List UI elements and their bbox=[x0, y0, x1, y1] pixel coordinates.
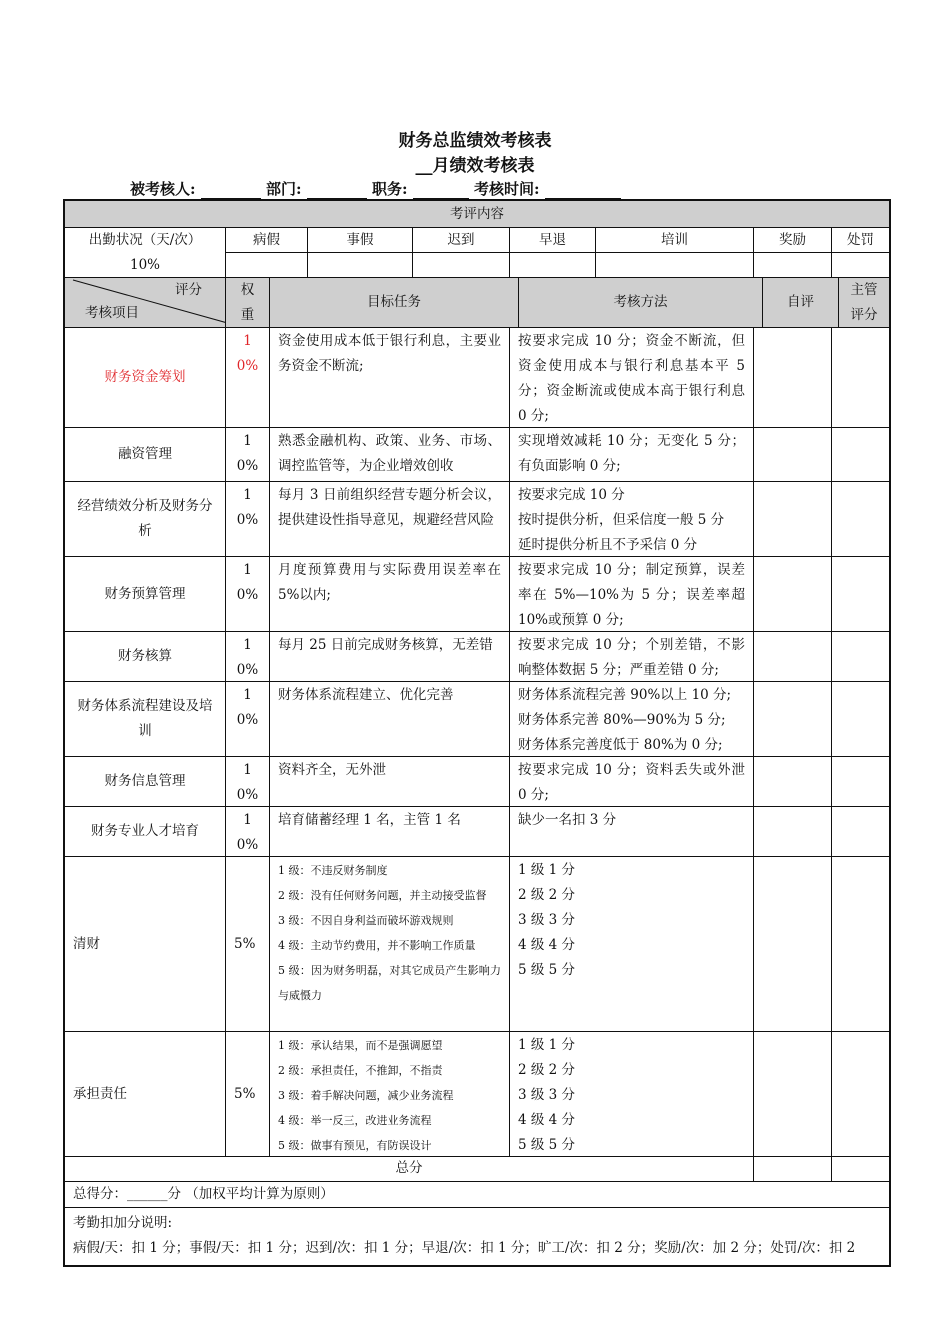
row-target: 每月 3 日前组织经营专题分析会议，提供建设性指导意见，规避经营风险 bbox=[270, 482, 510, 557]
diagonal-header-cell bbox=[65, 278, 226, 328]
row-item: 承担责任 bbox=[65, 1032, 226, 1157]
attendance-input-penalty[interactable] bbox=[832, 253, 889, 278]
attendance-label-cell bbox=[65, 228, 226, 278]
row-weight: 10% bbox=[226, 757, 270, 807]
time-blank[interactable] bbox=[545, 184, 621, 199]
time-label: 考核时间: bbox=[474, 180, 540, 198]
row-method: 按要求完成 10 分 按时提供分析，但采信度一般 5 分 延时提供分析且不予采信 0 分 bbox=[510, 482, 754, 557]
evaluation-table bbox=[63, 199, 891, 1267]
department-blank[interactable] bbox=[307, 184, 367, 199]
row-self-eval[interactable] bbox=[754, 632, 832, 682]
total-score-line: 总得分：______分 （加权平均计算为原则） bbox=[65, 1182, 889, 1208]
row-method: 按要求完成 10 分；制定预算，误差率在 5%—10%为 5 分；误差率超 10%或预算 0 分; bbox=[510, 557, 754, 632]
row-weight: 10% bbox=[226, 428, 270, 482]
attendance-label: 出勤状况（天/次） bbox=[88, 232, 202, 248]
manager-header-1: 主管 bbox=[850, 282, 878, 298]
meta-line bbox=[130, 178, 621, 199]
manager-eval-header bbox=[839, 278, 889, 328]
attendance-col-personal: 事假 bbox=[308, 228, 413, 253]
row-weight: 5% bbox=[226, 1032, 270, 1157]
row-method: 按要求完成 10 分；资金不断流，但资金使用成本与银行利息基本平 5 分；资金断流或使成本高于银行利息 0 分; bbox=[510, 328, 754, 428]
row-self-eval[interactable] bbox=[754, 757, 832, 807]
row-self-eval[interactable] bbox=[754, 428, 832, 482]
row-self-eval[interactable] bbox=[754, 557, 832, 632]
weight-header-2: 重 bbox=[240, 307, 255, 323]
attendance-note-text: 病假/天：扣 1 分；事假/天：扣 1 分；迟到/次：扣 1 分；早退/次：扣 1 分；旷工/次：扣 2 分；奖励/次：加 2 分；处罚/次：扣 2 bbox=[73, 1240, 856, 1256]
method-header: 考核方法 bbox=[519, 278, 763, 328]
attendance-input-late[interactable] bbox=[413, 253, 510, 278]
position-label: 职务: bbox=[372, 180, 408, 198]
row-self-eval[interactable] bbox=[754, 328, 832, 428]
row-item: 财务信息管理 bbox=[65, 757, 226, 807]
row-target: 月度预算费用与实际费用误差率在 5%以内; bbox=[270, 557, 510, 632]
document-subtitle: __月绩效考核表 bbox=[415, 156, 535, 176]
row-method: 缺少一名扣 3 分 bbox=[510, 807, 754, 857]
row-item: 融资管理 bbox=[65, 428, 226, 482]
total-self-cell[interactable] bbox=[754, 1156, 832, 1182]
row-manager-eval[interactable] bbox=[832, 757, 889, 807]
row-item: 财务资金筹划 bbox=[65, 328, 226, 428]
document-title: 财务总监绩效考核表 bbox=[398, 131, 552, 151]
attendance-col-early: 早退 bbox=[510, 228, 596, 253]
attendance-col-training: 培训 bbox=[596, 228, 754, 253]
attendance-note bbox=[65, 1208, 889, 1265]
row-self-eval[interactable] bbox=[754, 857, 832, 1032]
row-manager-eval[interactable] bbox=[832, 632, 889, 682]
item-header-label: 考核项目 bbox=[85, 305, 139, 321]
target-header: 目标任务 bbox=[270, 278, 519, 328]
row-manager-eval[interactable] bbox=[832, 328, 889, 428]
row-target: 1 级：不违反财务制度 2 级：没有任何财务问题，并主动接受监督 3 级：不因自身利益而破坏游戏规则 4 级：主动节约费用，并不影响工作质量 5 级：因为财务明磊，对其它成员产生影响力与威慑力 bbox=[270, 857, 510, 1032]
row-item: 财务专业人才培育 bbox=[65, 807, 226, 857]
row-manager-eval[interactable] bbox=[832, 1032, 889, 1157]
row-manager-eval[interactable] bbox=[832, 557, 889, 632]
attendance-col-late: 迟到 bbox=[413, 228, 510, 253]
attendance-input-early[interactable] bbox=[510, 253, 596, 278]
self-eval-header: 自评 bbox=[763, 278, 839, 328]
section-header: 考评内容 bbox=[65, 201, 889, 228]
row-item: 财务预算管理 bbox=[65, 557, 226, 632]
row-weight: 10% bbox=[226, 557, 270, 632]
row-manager-eval[interactable] bbox=[832, 857, 889, 1032]
row-item: 财务体系流程建设及培训 bbox=[65, 682, 226, 757]
row-method: 1 级 1 分 2 级 2 分 3 级 3 分 4 级 4 分 5 级 5 分 bbox=[510, 1032, 754, 1157]
row-manager-eval[interactable] bbox=[832, 428, 889, 482]
row-target: 资料齐全，无外泄 bbox=[270, 757, 510, 807]
row-method: 财务体系流程完善 90%以上 10 分; 财务体系完善 80%—90%为 5 分; 财务体系完善度低于 80%为 0 分; bbox=[510, 682, 754, 757]
row-self-eval[interactable] bbox=[754, 807, 832, 857]
row-method: 1 级 1 分 2 级 2 分 3 级 3 分 4 级 4 分 5 级 5 分 bbox=[510, 857, 754, 1032]
examinee-label: 被考核人: bbox=[130, 180, 196, 198]
row-weight: 5% bbox=[226, 857, 270, 1032]
position-blank[interactable] bbox=[413, 184, 469, 199]
row-item: 清财 bbox=[65, 857, 226, 1032]
row-item: 经营绩效分析及财务分析 bbox=[65, 482, 226, 557]
row-manager-eval[interactable] bbox=[832, 682, 889, 757]
attendance-input-training[interactable] bbox=[596, 253, 754, 278]
row-method: 实现增效减耗 10 分；无变化 5 分；有负面影响 0 分; bbox=[510, 428, 754, 482]
row-self-eval[interactable] bbox=[754, 482, 832, 557]
total-manager-cell[interactable] bbox=[832, 1156, 889, 1182]
row-weight: 10% bbox=[226, 807, 270, 857]
attendance-col-penalty: 处罚 bbox=[832, 228, 889, 253]
row-weight: 10% bbox=[226, 682, 270, 757]
row-target: 财务体系流程建立、优化完善 bbox=[270, 682, 510, 757]
attendance-note-title: 考勤扣加分说明: bbox=[73, 1215, 173, 1231]
row-weight: 10% bbox=[226, 482, 270, 557]
row-target: 培育储蓄经理 1 名，主管 1 名 bbox=[270, 807, 510, 857]
row-self-eval[interactable] bbox=[754, 1032, 832, 1157]
row-target: 1 级：承认结果，而不是强调愿望 2 级：承担责任，不推卸，不指责 3 级：着手解决问题，减少业务流程 4 级：举一反三，改进业务流程 5 级：做事有预见，有防误设计 bbox=[270, 1032, 510, 1157]
attendance-col-reward: 奖励 bbox=[754, 228, 832, 253]
attendance-input-personal[interactable] bbox=[308, 253, 413, 278]
score-header-label: 评分 bbox=[175, 282, 202, 298]
row-method: 按要求完成 10 分；资料丢失或外泄 0 分; bbox=[510, 757, 754, 807]
attendance-col-sick: 病假 bbox=[226, 228, 308, 253]
row-target: 熟悉金融机构、政策、业务、市场、调控监管等，为企业增效创收 bbox=[270, 428, 510, 482]
examinee-blank[interactable] bbox=[201, 184, 261, 199]
total-label: 总分 bbox=[65, 1156, 754, 1182]
row-item: 财务核算 bbox=[65, 632, 226, 682]
row-weight: 10% bbox=[226, 328, 270, 428]
row-manager-eval[interactable] bbox=[832, 807, 889, 857]
row-target: 每月 25 日前完成财务核算，无差错 bbox=[270, 632, 510, 682]
row-method: 按要求完成 10 分；个别差错，不影响整体数据 5 分；严重差错 0 分; bbox=[510, 632, 754, 682]
row-self-eval[interactable] bbox=[754, 682, 832, 757]
attendance-input-sick[interactable] bbox=[226, 253, 308, 278]
row-manager-eval[interactable] bbox=[832, 482, 889, 557]
attendance-input-reward[interactable] bbox=[754, 253, 832, 278]
attendance-weight: 10% bbox=[129, 257, 160, 273]
weight-header bbox=[226, 278, 270, 328]
manager-header-2: 评分 bbox=[850, 307, 878, 323]
weight-header-1: 权 bbox=[240, 282, 255, 298]
row-weight: 10% bbox=[226, 632, 270, 682]
row-target: 资金使用成本低于银行利息，主要业务资金不断流; bbox=[270, 328, 510, 428]
department-label: 部门: bbox=[266, 180, 302, 198]
